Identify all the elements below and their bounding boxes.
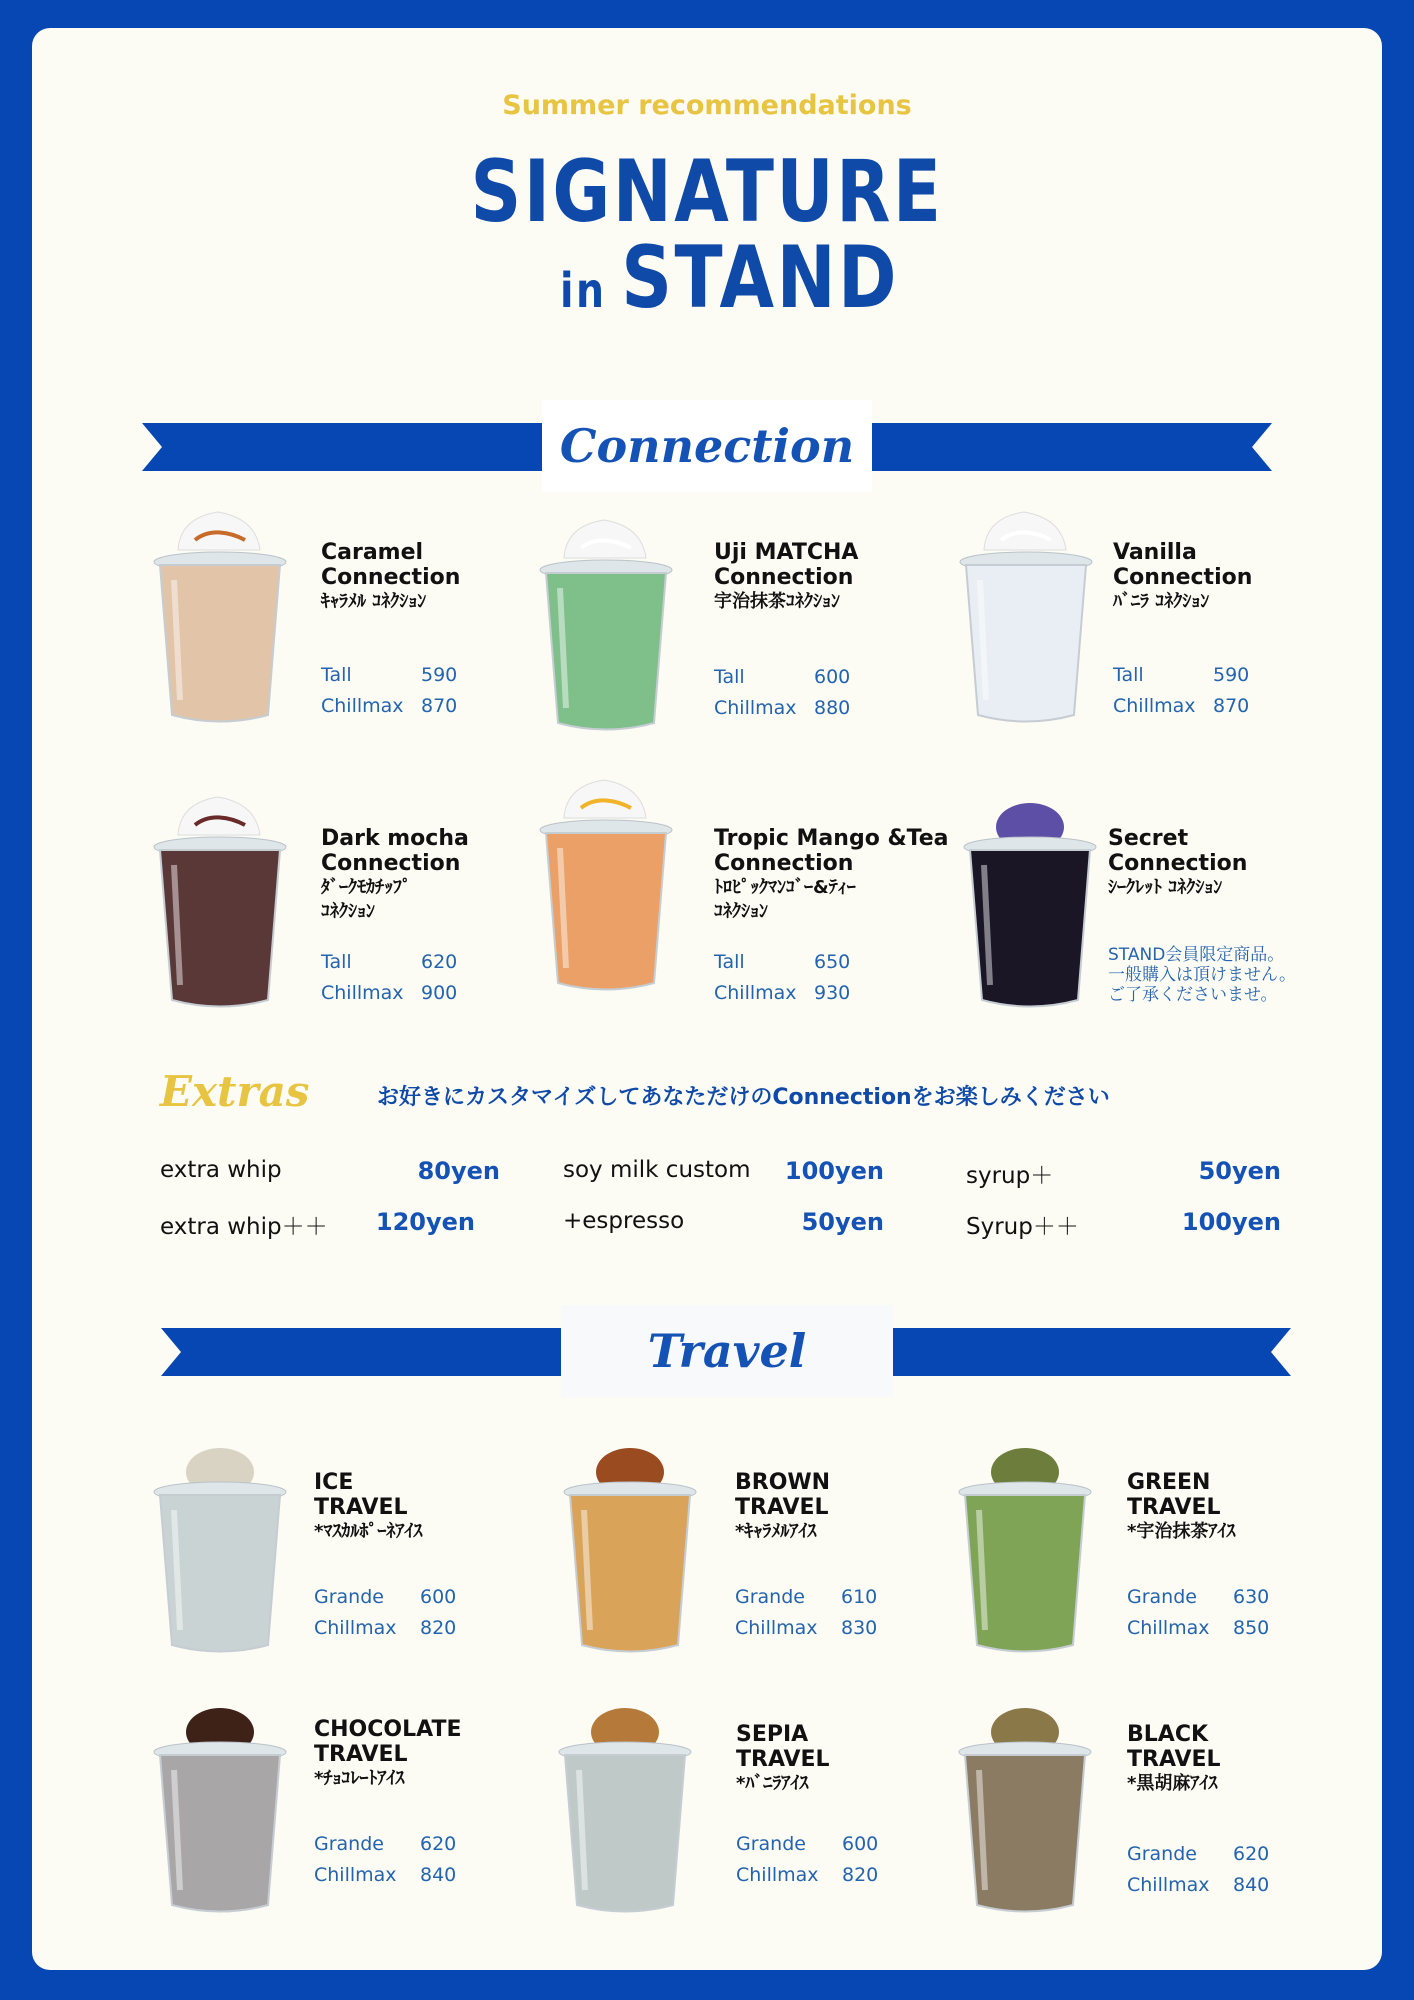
- size-label: Grande: [314, 1586, 384, 1608]
- drink-name-line1: Secret: [1108, 826, 1189, 851]
- travel-ribbon-right: [891, 1328, 1291, 1376]
- size-price: 600: [842, 1833, 879, 1855]
- price-list: [735, 1582, 877, 1644]
- price-row: [314, 1582, 456, 1613]
- drink-image: [150, 1440, 290, 1665]
- drink-name: [736, 1722, 830, 1796]
- size-price: 620: [421, 951, 458, 973]
- size-price: 620: [1233, 1843, 1270, 1865]
- size-label: Chillmax: [714, 982, 797, 1004]
- size-label: Chillmax: [1127, 1874, 1210, 1896]
- drink-name-jp: 宇治抹茶ｺﾈｸｼｮﾝ: [714, 591, 840, 612]
- extra-option-price: 100yen: [1181, 1208, 1281, 1236]
- drink-image: [150, 795, 290, 1020]
- price-row: [1127, 1613, 1269, 1644]
- drink-name-line2: Connection: [714, 851, 854, 876]
- size-price: 870: [421, 695, 458, 717]
- drink-image: [536, 778, 676, 1003]
- note-line: 一般購入は頂けません。: [1108, 965, 1297, 985]
- size-price: 650: [814, 951, 851, 973]
- extra-option-price: 100yen: [784, 1157, 884, 1185]
- extra-option-label: +espresso: [563, 1208, 685, 1234]
- size-label: Tall: [321, 951, 352, 973]
- drink-name-line1: Uji MATCHA: [714, 540, 859, 565]
- size-price: 600: [814, 666, 851, 688]
- size-price: 930: [814, 982, 851, 1004]
- price-row: [321, 660, 457, 691]
- drink-name-line1: CHOCOLATE: [314, 1717, 462, 1742]
- drink-name: [1127, 1722, 1221, 1796]
- size-label: Grande: [1127, 1586, 1197, 1608]
- drink-name-jp: *ﾁｮｺﾚｰﾄｱｲｽ: [314, 1768, 405, 1789]
- price-row: [735, 1582, 877, 1613]
- size-price: 840: [1233, 1874, 1270, 1896]
- extra-option-label: Syrup＋＋: [966, 1214, 1079, 1240]
- size-label: Grande: [1127, 1843, 1197, 1865]
- connection-ribbon-right: [870, 423, 1272, 471]
- price-row: [714, 693, 850, 724]
- size-label: Chillmax: [1127, 1617, 1210, 1639]
- size-price: 870: [1213, 695, 1250, 717]
- drink-name-jp: *ﾏｽｶﾙﾎﾟｰﾈｱｲｽ: [314, 1521, 423, 1542]
- price-list: [1127, 1582, 1269, 1644]
- drink-name-line2: TRAVEL: [736, 1747, 830, 1772]
- drink-name: [714, 826, 949, 924]
- travel-title: Travel: [561, 1305, 893, 1397]
- drink-image: [560, 1440, 700, 1665]
- price-row: [314, 1860, 456, 1891]
- size-label: Chillmax: [736, 1864, 819, 1886]
- price-row: [714, 662, 850, 693]
- drink-name-line1: Caramel: [321, 540, 424, 565]
- size-label: Chillmax: [735, 1617, 818, 1639]
- members-only-note: [1108, 945, 1296, 1005]
- price-row: [1127, 1839, 1269, 1870]
- extra-option-label: extra whip: [160, 1157, 282, 1183]
- extra-option-price: 50yen: [801, 1208, 884, 1236]
- size-label: Chillmax: [321, 695, 404, 717]
- drink-image: [555, 1700, 695, 1925]
- price-row: [736, 1860, 878, 1891]
- drink-name: [1127, 1470, 1235, 1544]
- logo-in: in: [560, 263, 607, 319]
- price-list: [314, 1582, 456, 1644]
- note-line: ご了承くださいませ。: [1108, 985, 1278, 1005]
- price-row: [1113, 691, 1249, 722]
- drink-image: [150, 1700, 290, 1925]
- price-list: [1127, 1839, 1269, 1901]
- size-label: Chillmax: [314, 1864, 397, 1886]
- size-price: 820: [842, 1864, 879, 1886]
- size-label: Grande: [735, 1586, 805, 1608]
- drink-name-jp: *黒胡麻ｱｲｽ: [1127, 1773, 1218, 1794]
- drink-image: [956, 510, 1096, 735]
- travel-ribbon-left: [161, 1328, 561, 1376]
- price-list: [321, 660, 457, 722]
- extra-option-label: syrup＋: [966, 1163, 1054, 1189]
- drink-name-line2: Connection: [321, 565, 461, 590]
- extras-description: お好きにカスタマイズしてあなただけのConnectionをお楽しみください: [377, 1085, 1110, 1110]
- drink-name-line1: BROWN: [735, 1470, 831, 1495]
- subtitle: Summer recommendations: [502, 90, 912, 121]
- drink-name-jp: ﾊﾞﾆﾗ ｺﾈｸｼｮﾝ: [1113, 591, 1210, 612]
- drink-name-line2: Connection: [1108, 851, 1248, 876]
- size-label: Grande: [736, 1833, 806, 1855]
- extra-option-label: extra whip＋＋: [160, 1214, 328, 1240]
- drink-name-line1: BLACK: [1127, 1722, 1209, 1747]
- drink-image: [960, 795, 1100, 1020]
- drink-name: [314, 1717, 461, 1791]
- price-list: [314, 1829, 456, 1891]
- size-label: Tall: [321, 664, 352, 686]
- drink-name: [321, 540, 460, 614]
- drink-name-line1: Dark mocha: [321, 826, 469, 851]
- size-label: Grande: [314, 1833, 384, 1855]
- size-price: 590: [1213, 664, 1250, 686]
- size-price: 850: [1233, 1617, 1270, 1639]
- drink-name-jp: ﾀﾞｰｸﾓｶﾁｯﾌﾟ: [321, 877, 411, 898]
- size-label: Tall: [714, 951, 745, 973]
- size-price: 610: [841, 1586, 878, 1608]
- price-list: [1113, 660, 1249, 722]
- drink-name-line1: Tropic Mango &Tea: [714, 826, 949, 851]
- drink-name-line2: TRAVEL: [1127, 1495, 1221, 1520]
- drink-name: [314, 1470, 422, 1544]
- size-price: 880: [814, 697, 851, 719]
- extra-option-price: 120yen: [375, 1208, 475, 1236]
- drink-name-jp: *ｷｬﾗﾒﾙｱｲｽ: [735, 1521, 817, 1542]
- size-price: 590: [421, 664, 458, 686]
- logo-in-stand: [560, 228, 899, 328]
- drink-name: [1108, 826, 1247, 900]
- size-price: 630: [1233, 1586, 1270, 1608]
- drink-image: [955, 1440, 1095, 1665]
- price-row: [314, 1613, 456, 1644]
- drink-name-jp: ｼｰｸﾚｯﾄ ｺﾈｸｼｮﾝ: [1108, 877, 1223, 898]
- drink-image: [150, 510, 290, 735]
- price-list: [714, 662, 850, 724]
- drink-name-line2: Connection: [1113, 565, 1253, 590]
- price-row: [714, 978, 850, 1009]
- logo-signature: SIGNATURE: [470, 142, 944, 242]
- drink-name-jp: ｷｬﾗﾒﾙ ｺﾈｸｼｮﾝ: [321, 591, 427, 612]
- drink-name-line2: Connection: [714, 565, 854, 590]
- size-label: Chillmax: [314, 1617, 397, 1639]
- connection-title: Connection: [542, 400, 872, 492]
- drink-image: [536, 518, 676, 743]
- price-row: [1127, 1870, 1269, 1901]
- size-label: Tall: [1113, 664, 1144, 686]
- size-price: 900: [421, 982, 458, 1004]
- drink-name-line1: Vanilla: [1113, 540, 1197, 565]
- size-label: Chillmax: [321, 982, 404, 1004]
- drink-name-jp: *宇治抹茶ｱｲｽ: [1127, 1521, 1236, 1542]
- drink-name-line1: GREEN: [1127, 1470, 1211, 1495]
- drink-name: [735, 1470, 830, 1544]
- size-price: 820: [420, 1617, 457, 1639]
- drink-name-line1: ICE: [314, 1470, 354, 1495]
- drink-name-jp2: ｺﾈｸｼｮﾝ: [714, 901, 768, 922]
- price-list: [736, 1829, 878, 1891]
- extra-option-label: soy milk custom: [563, 1157, 751, 1183]
- price-list: [714, 947, 850, 1009]
- drink-name-jp2: ｺﾈｸｼｮﾝ: [321, 901, 375, 922]
- drink-name: [714, 540, 858, 614]
- size-label: Chillmax: [1113, 695, 1196, 717]
- price-row: [321, 978, 457, 1009]
- drink-name-line2: Connection: [321, 851, 461, 876]
- extra-option-price: 50yen: [1198, 1157, 1281, 1185]
- note-line: STAND会員限定商品。: [1108, 945, 1285, 965]
- drink-image: [955, 1700, 1095, 1925]
- price-row: [1127, 1582, 1269, 1613]
- size-price: 620: [420, 1833, 457, 1855]
- extras-title: Extras: [160, 1067, 310, 1116]
- price-row: [314, 1829, 456, 1860]
- price-row: [735, 1613, 877, 1644]
- price-row: [321, 691, 457, 722]
- size-price: 600: [420, 1586, 457, 1608]
- drink-name: [321, 826, 469, 924]
- drink-name-line2: TRAVEL: [314, 1742, 408, 1767]
- size-price: 840: [420, 1864, 457, 1886]
- size-label: Chillmax: [714, 697, 797, 719]
- price-row: [1113, 660, 1249, 691]
- logo-stand: STAND: [621, 228, 900, 328]
- drink-name-line2: TRAVEL: [1127, 1747, 1221, 1772]
- size-label: Tall: [714, 666, 745, 688]
- drink-name-jp: ﾄﾛﾋﾟｯｸﾏﾝｺﾞｰ&ﾃｨｰ: [714, 877, 856, 898]
- drink-name-line1: SEPIA: [736, 1722, 809, 1747]
- size-price: 830: [841, 1617, 878, 1639]
- price-row: [321, 947, 457, 978]
- drink-name-line2: TRAVEL: [314, 1495, 408, 1520]
- drink-name: [1113, 540, 1252, 614]
- price-row: [714, 947, 850, 978]
- extra-option-price: 80yen: [417, 1157, 500, 1185]
- connection-ribbon-left: [142, 423, 542, 471]
- price-row: [736, 1829, 878, 1860]
- drink-name-jp: *ﾊﾞﾆﾗｱｲｽ: [736, 1773, 809, 1794]
- drink-name-line2: TRAVEL: [735, 1495, 829, 1520]
- price-list: [321, 947, 457, 1009]
